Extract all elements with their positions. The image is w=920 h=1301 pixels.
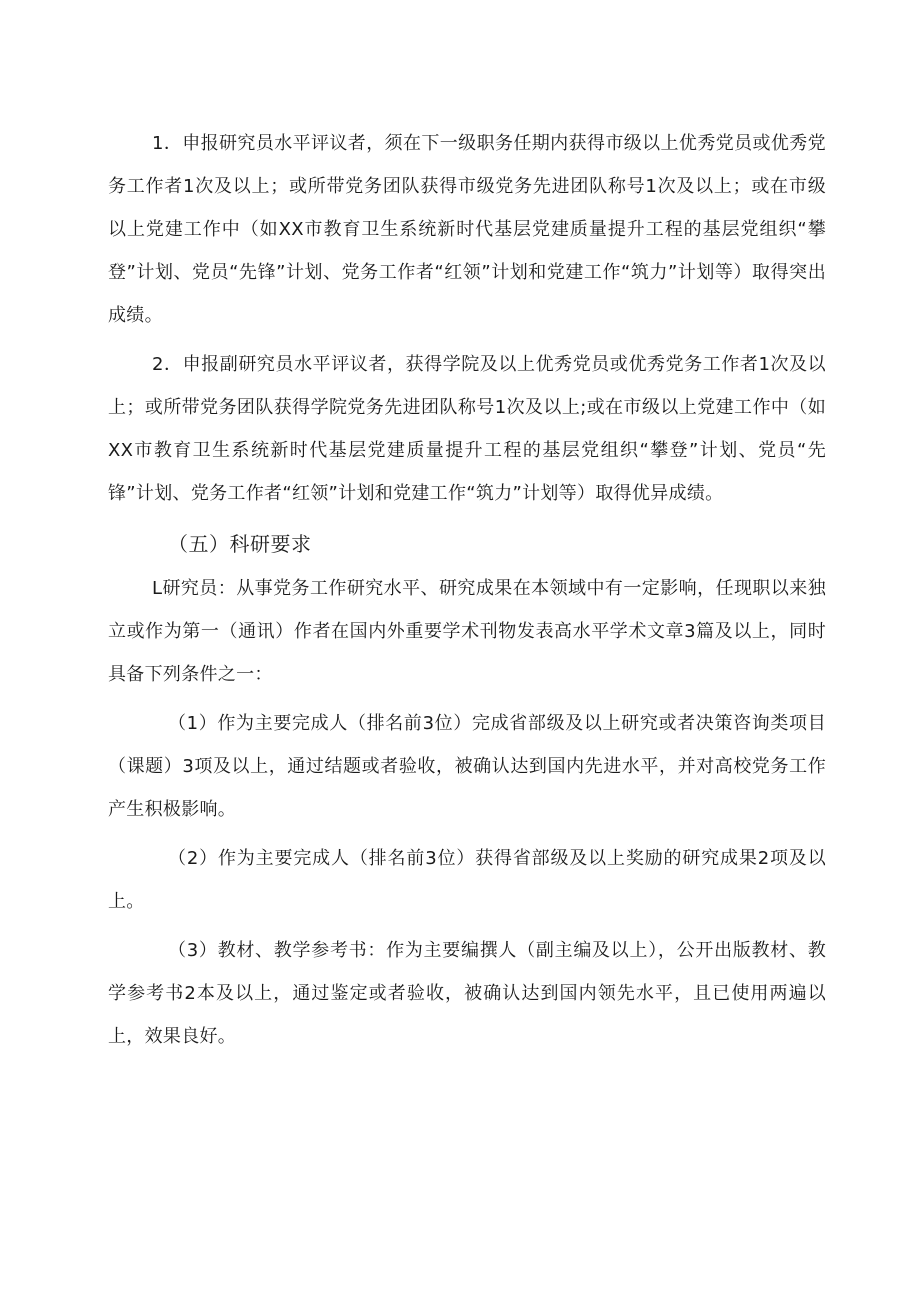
condition-item-1: （1）作为主要完成人（排名前3位）完成省部级及以上研究或者决策咨询类项目（课题）3项及以上，通过结题或者验收，被确认达到国内先进水平，并对高校党务工作产生积极影响。	[108, 713, 826, 820]
paragraph-associate-researcher-criteria: 2．申报副研究员水平评议者，获得学院及以上优秀党员或优秀党务工作者1次及以上；或所带党务团队获得学院党务先进团队称号1次及以上;或在市级以上党建工作中（如XX市教育卫生系统新时代基层党建质量提升工程的基层党组织“攀登”计划、党员“先锋”计划、党务工作者“红领”计划和党建工作“筑力”计划等）取得优异成绩。	[108, 354, 826, 504]
document-page	[108, 122, 826, 1058]
condition-item-3: （3）教材、教学参考书：作为主要编撰人（副主编及以上），公开出版教材、教学参考书2本及以上，通过鉴定或者验收，被确认达到国内领先水平，且已使用两遍以上，效果良好。	[108, 940, 826, 1047]
condition-item-2: （2）作为主要完成人（排名前3位）获得省部级及以上奖励的研究成果2项及以上。	[108, 848, 826, 912]
section-heading-research-requirements: （五）科研要求	[168, 532, 312, 556]
paragraph-research-intro: L研究员：从事党务工作研究水平、研究成果在本领域中有一定影响，任现职以来独立或作为第一（通讯）作者在国内外重要学术刊物发表高水平学术文章3篇及以上，同时具备下列条件之一：	[108, 578, 826, 685]
paragraph-researcher-criteria: 1．申报研究员水平评议者，须在下一级职务任期内获得市级以上优秀党员或优秀党务工作者1次及以上；或所带党务团队获得市级党务先进团队称号1次及以上；或在市级以上党建工作中（如XX市教育卫生系统新时代基层党建质量提升工程的基层党组织“攀登”计划、党员“先锋”计划、党务工作者“红领”计划和党建工作“筑力”计划等）取得突出成绩。	[108, 133, 826, 326]
